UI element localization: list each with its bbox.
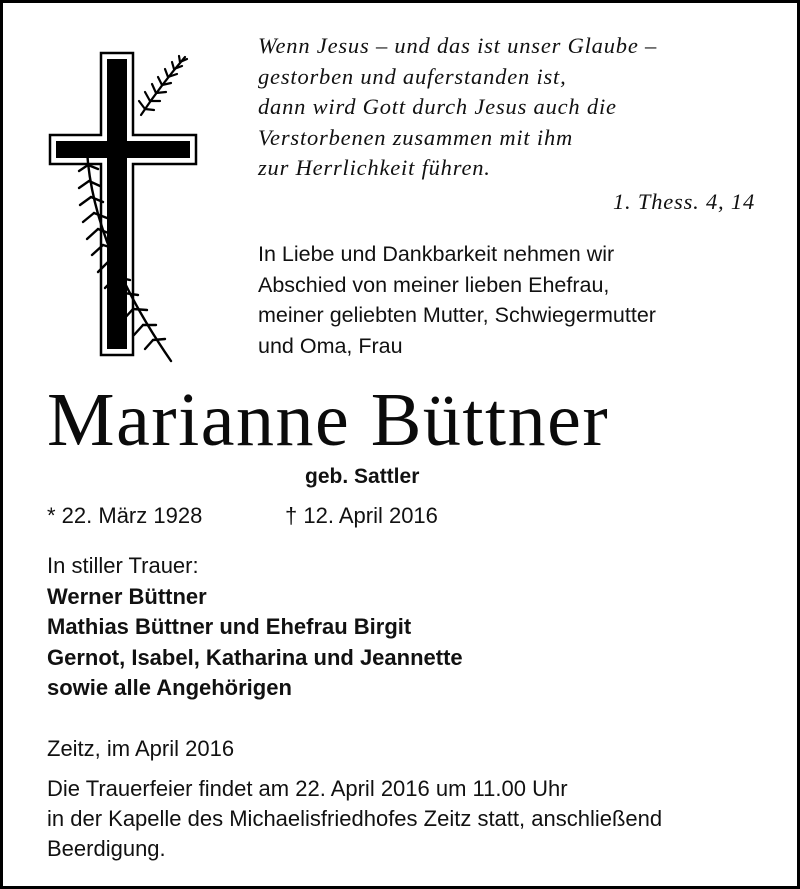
mourner-name: sowie alle Angehörigen: [47, 675, 292, 700]
verse-line: gestorben und auferstanden ist,: [258, 63, 567, 89]
place-and-date: Zeitz, im April 2016: [47, 736, 235, 761]
birth-date: * 22. März 1928: [47, 503, 203, 528]
verse-line: Wenn Jesus – und das ist unser Glaube –: [258, 33, 658, 58]
death-date: † 12. April 2016: [285, 503, 438, 528]
service-line: Beerdigung.: [47, 836, 166, 861]
intro-line: In Liebe und Dankbarkeit nehmen wir: [258, 242, 615, 266]
deceased-name: Marianne Büttner: [47, 378, 610, 462]
bible-verse: [258, 31, 768, 184]
mourners-section: [47, 551, 463, 704]
mourner-name: Mathias Büttner und Ehefrau Birgit: [47, 614, 412, 639]
mourners-label: In stiller Trauer:: [47, 553, 199, 578]
service-line: Die Trauerfeier findet am 22. April 2016 um 11.00 Uhr: [47, 776, 568, 801]
intro-line: Abschied von meiner lieben Ehefrau,: [258, 272, 610, 297]
verse-reference: 1. Thess. 4, 14: [612, 189, 755, 214]
cross-with-palm-frond-icon: [43, 43, 203, 363]
mourner-name: Gernot, Isabel, Katharina und Jeannette: [47, 644, 463, 670]
verse-line: dann wird Gott durch Jesus auch die: [258, 94, 617, 119]
verse-line: Verstorbenen zusammen mit ihm: [258, 124, 574, 150]
intro-text: [258, 239, 768, 361]
verse-line: zur Herrlichkeit führen.: [258, 155, 491, 180]
service-line: in der Kapelle des Michaelisfriedhofes Zeitz statt, anschließend: [47, 806, 663, 831]
mourner-name: Werner Büttner: [47, 583, 207, 609]
funeral-service-info: [47, 774, 662, 864]
maiden-name: geb. Sattler: [305, 465, 420, 488]
intro-line: und Oma, Frau: [258, 333, 403, 358]
intro-line: meiner geliebten Mutter, Schwiegermutter: [258, 303, 656, 327]
